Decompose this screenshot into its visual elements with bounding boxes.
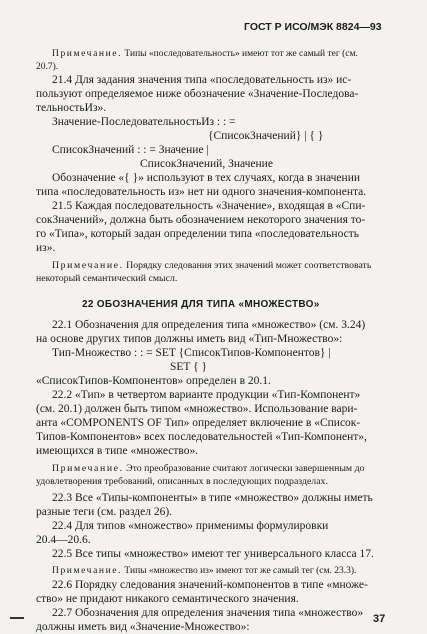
running-header: ГОСТ Р ИСО/МЭК 8824—93 [244,21,382,33]
text-line [36,213,365,227]
text-line [36,332,342,346]
text-line [52,46,358,61]
text-line [36,402,357,416]
text-segment: СписокЗначений, Значение [140,158,273,170]
text-line [208,129,323,143]
page-number: 37 [373,613,386,625]
text-segment: SET { } [170,361,208,373]
text-segment: Типов-Компонентов» всех последовательностей «Тип-Компонент», [36,431,367,443]
text-segment: 20.7). [36,62,59,72]
text-segment: Это преобразование считают логически завершенным до [123,463,365,474]
text-line [36,101,106,115]
text-line [170,360,207,374]
text-segment: 22 ОБОЗНАЧЕНИЯ ДЛЯ ТИПА «МНОЖЕСТВО» [82,299,320,310]
text-segment: Тип-Множество : : = SET {СписокТипов-Компонентов} | [52,347,331,359]
text-line [36,444,198,458]
text-line [36,474,328,489]
text-line [52,115,236,129]
text-segment: разные теги (см. раздел 26). [36,506,173,518]
text-line [36,59,58,74]
text-segment: 22.1 Обозначения для определения типа «множество» (см. 3.24) [52,319,366,331]
scan-mark [10,617,24,619]
text-line [52,388,360,402]
text-segment: (см. 20.1) должен быть типом «множество». Использование вари- [36,403,358,415]
text-segment: Примечание. [52,49,123,59]
text-segment: Значение-ПоследовательностьИз : : = [52,116,236,128]
text-segment: 22.7 Обозначения для определения значения типа «множество» [52,607,364,619]
text-segment: некоторый семантический смысл. [36,273,178,284]
text-segment: 22.5 Все типы «множество» имеют тег универсального класса 17. [52,548,374,560]
text-line [36,533,91,547]
text-line [52,563,356,578]
text-segment: из». [36,242,56,254]
text-segment: удовлетворения требований, описанных в последующих подразделах. [36,476,328,487]
text-line [52,519,328,533]
text-line [52,491,373,505]
text-line [52,578,368,592]
text-line [36,430,367,444]
text-segment: 22.2 «Тип» в четвертом варианте продукции «Тип-Компонент» [52,389,361,401]
text-line [36,241,55,255]
text-line [36,620,250,634]
text-segment: сокЗначений», должна быть обозначением некоторого значения то- [36,214,366,226]
text-line [82,297,320,312]
text-segment: имеющихся в типе «множество». [36,445,199,457]
text-line [52,171,360,185]
text-segment: анта «COMPONENTS OF Тип» определяет включение в «Список- [36,417,361,429]
text-segment: должны иметь вид «Значение-Множество»: [36,621,250,633]
text-segment: 22.4 Для типов «множество» применимы формулировки [52,520,329,532]
text-segment: 21.5 Каждая последовательность «Значение», входящая в «Спи- [52,200,366,212]
text-line [36,185,366,199]
text-segment: «СписокТипов-Компонентов» определен в 20.1. [36,375,271,387]
text-line [140,157,273,171]
text-segment: ство» не придают никакого семантического значения. [36,593,299,605]
text-line [52,73,351,87]
text-segment: на основе других типов должны иметь вид «Тип-Множество»: [36,333,343,345]
text-segment: пользуют определяемое ниже обозначение «Значение-Последова- [36,88,359,100]
text-segment: Примечание. [52,260,124,271]
text-segment: Примечание. [52,566,123,576]
text-line [36,592,299,606]
text-line [52,606,363,620]
text-segment: 21.4 Для задания значения типа «последовательность из» ис- [52,74,352,86]
text-line [52,318,365,332]
text-line [36,87,358,101]
text-segment: Примечание. [52,463,124,474]
text-line [36,271,177,286]
text-line [36,416,360,430]
text-segment: 22.6 Порядку следования значений-компонентов в типе «множе- [52,579,368,591]
text-line [36,374,271,388]
text-line [36,505,172,519]
text-line [36,227,359,241]
text-segment: 22.3 Все «Типы-компоненты» в типе «множество» должны иметь [52,492,373,504]
text-line [52,346,331,360]
text-segment: Типы «последовательность» имеют тот же самый тег (см. [122,49,358,59]
text-segment: го «Типа», который задан определении типа «последовательность [36,228,359,240]
text-segment: типа «последовательность из» нет ни одного значения-компонента. [36,186,367,198]
text-segment: 20.4—20.6. [36,534,91,546]
text-segment: тельностьИз». [36,102,107,114]
text-line [52,199,365,213]
text-segment: Порядку следования этих значений может соответствовать [123,260,372,271]
text-line [52,547,374,561]
text-segment: {СписокЗначений} | { } [208,130,324,142]
text-line [52,143,209,157]
text-segment: Обозначение «{ }» используют в тех случаях, когда в значении [52,172,361,184]
text-segment: СписокЗначений : : = Значение | [52,144,209,156]
text-segment: Типы «множество из» имеют тот же самый тег (см. 23.3). [122,566,357,576]
